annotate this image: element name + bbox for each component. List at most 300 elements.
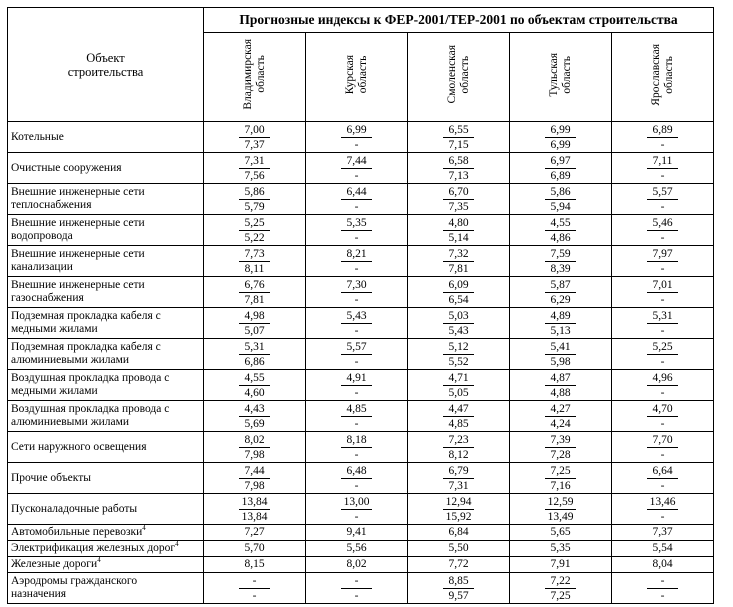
value-cell	[510, 525, 612, 541]
index-value-bottom: 6,86	[244, 355, 265, 368]
value-cell	[510, 122, 612, 153]
row-name-cell	[8, 184, 204, 215]
index-value-top: 7,01	[647, 278, 678, 293]
index-value-bottom: -	[660, 138, 665, 151]
table-body	[8, 122, 714, 604]
row-name: Сети наружного освещения	[11, 440, 147, 453]
index-value-top: 4,89	[545, 309, 576, 324]
value-cell	[612, 432, 714, 463]
index-value-bottom: 5,14	[448, 231, 469, 244]
index-value-bottom: -	[660, 200, 665, 213]
index-value-bottom: 8,11	[244, 262, 265, 275]
index-value-bottom: -	[660, 479, 665, 492]
index-fraction	[612, 402, 713, 431]
row-name-cell	[8, 339, 204, 370]
value-cell	[306, 122, 408, 153]
value-cell	[612, 246, 714, 277]
row-name-cell	[8, 494, 204, 525]
index-value-top: 4,96	[647, 371, 678, 386]
index-fraction	[510, 185, 611, 214]
value-cell	[612, 277, 714, 308]
index-value-top: 4,91	[341, 371, 372, 386]
index-fraction	[306, 185, 407, 214]
index-value-bottom: -	[354, 448, 359, 461]
region-label: Владимирская область	[241, 39, 267, 110]
value-cell	[612, 525, 714, 541]
value-cell	[204, 215, 306, 246]
value-cell	[306, 215, 408, 246]
index-value-top: 7,00	[239, 123, 270, 138]
object-column-header	[8, 8, 204, 122]
index-fraction	[408, 574, 509, 603]
index-value-top: 7,44	[239, 464, 270, 479]
index-value: 5,35	[550, 542, 571, 554]
row-name-cell	[8, 401, 204, 432]
value-cell	[306, 525, 408, 541]
row-name: Прочие объекты	[11, 471, 91, 484]
index-value-top: 7,31	[239, 154, 270, 169]
index-fraction	[510, 309, 611, 338]
index-value-bottom: 5,05	[448, 386, 469, 399]
index-value-bottom: 5,94	[550, 200, 571, 213]
value-cell	[408, 277, 510, 308]
object-column-label: Объект строительства	[67, 50, 144, 79]
index-value-bottom: -	[660, 169, 665, 182]
index-value-top: 5,57	[341, 340, 372, 355]
index-value-bottom: 5,22	[244, 231, 265, 244]
index-value-top: 5,43	[341, 309, 372, 324]
row-name: Железные дороги	[11, 558, 98, 570]
index-value-top: 4,70	[647, 402, 678, 417]
value-cell	[408, 541, 510, 557]
row-name: Пусконаладочные работы	[11, 502, 138, 515]
index-value-bottom: 6,99	[550, 138, 571, 151]
value-cell	[306, 463, 408, 494]
index-value-bottom: -	[660, 386, 665, 399]
row-name: Воздушная прокладка провода с медными жилами	[11, 372, 170, 397]
index-value: 5,56	[346, 542, 367, 554]
row-name: Внешние инженерные сети канализации	[11, 248, 145, 273]
index-value-top: 13,46	[647, 495, 678, 510]
index-value-top: 5,12	[443, 340, 474, 355]
index-fraction	[510, 247, 611, 276]
index-value-top: 5,86	[545, 185, 576, 200]
row-name-cell	[8, 525, 204, 541]
index-value-bottom: 15,92	[445, 510, 472, 523]
table-row	[8, 153, 714, 184]
index-value-bottom: -	[354, 417, 359, 430]
region-header-vladimir	[204, 33, 306, 122]
index-value-bottom: -	[354, 479, 359, 492]
index-value-bottom: 7,35	[448, 200, 469, 213]
index-value-bottom: 9,57	[448, 589, 469, 602]
value-cell	[408, 557, 510, 573]
value-cell	[408, 573, 510, 604]
index-fraction	[612, 464, 713, 493]
index-value-bottom: 5,98	[550, 355, 571, 368]
index-fraction	[306, 495, 407, 524]
row-name-cell	[8, 153, 204, 184]
index-value-top: 7,59	[545, 247, 576, 262]
value-cell	[408, 525, 510, 541]
index-value-top: 8,18	[341, 433, 372, 448]
row-name-cell	[8, 215, 204, 246]
value-cell	[612, 573, 714, 604]
index-value-bottom: -	[354, 200, 359, 213]
index-fraction	[306, 123, 407, 152]
index-fraction	[408, 123, 509, 152]
index-value: 7,37	[652, 526, 673, 538]
index-value-top: 7,32	[443, 247, 474, 262]
forecast-index-table	[7, 7, 714, 604]
index-value: 7,72	[448, 558, 469, 570]
index-value-bottom: 4,24	[550, 417, 571, 430]
value-cell	[306, 494, 408, 525]
value-cell	[204, 122, 306, 153]
index-fraction	[306, 216, 407, 245]
index-fraction	[612, 340, 713, 369]
index-value-bottom: -	[660, 417, 665, 430]
index-value: 8,04	[652, 558, 673, 570]
index-fraction	[612, 433, 713, 462]
index-value-top: 5,03	[443, 309, 474, 324]
index-fraction	[204, 309, 305, 338]
index-value: 7,27	[244, 526, 265, 538]
index-value-bottom: 4,85	[448, 417, 469, 430]
value-cell	[306, 557, 408, 573]
index-fraction	[408, 433, 509, 462]
index-value-top: 4,47	[443, 402, 474, 417]
index-value-bottom: 6,89	[550, 169, 571, 182]
index-fraction	[510, 464, 611, 493]
row-name: Очистные сооружения	[11, 161, 122, 174]
index-value-top: -	[239, 574, 270, 589]
index-value-top: 7,39	[545, 433, 576, 448]
index-fraction	[204, 123, 305, 152]
region-header-kursk	[306, 33, 408, 122]
index-value-bottom: -	[660, 262, 665, 275]
index-value-top: 6,99	[545, 123, 576, 138]
value-cell	[510, 432, 612, 463]
index-value-top: 6,09	[443, 278, 474, 293]
index-value: 5,50	[448, 542, 469, 554]
index-fraction	[306, 433, 407, 462]
row-name: Внешние инженерные сети водопровода	[11, 217, 145, 242]
index-value: 5,65	[550, 526, 571, 538]
index-fraction	[510, 340, 611, 369]
index-value-bottom: 7,13	[448, 169, 469, 182]
value-cell	[510, 153, 612, 184]
index-value-top: 6,97	[545, 154, 576, 169]
index-fraction	[612, 495, 713, 524]
table-row	[8, 277, 714, 308]
value-cell	[204, 557, 306, 573]
index-value-top: 4,43	[239, 402, 270, 417]
index-value-top: 7,97	[647, 247, 678, 262]
index-fraction	[204, 185, 305, 214]
index-value-top: 6,79	[443, 464, 474, 479]
index-value-top: 5,31	[239, 340, 270, 355]
value-cell	[612, 370, 714, 401]
value-cell	[306, 184, 408, 215]
index-value-bottom: -	[660, 355, 665, 368]
index-fraction	[408, 371, 509, 400]
value-cell	[306, 573, 408, 604]
value-cell	[612, 184, 714, 215]
index-fraction	[408, 402, 509, 431]
value-cell	[510, 215, 612, 246]
footnote-marker: 4	[175, 540, 179, 549]
index-value-top: 4,27	[545, 402, 576, 417]
row-name-cell	[8, 246, 204, 277]
value-cell	[510, 401, 612, 432]
region-label: Ярославская область	[649, 43, 675, 106]
index-value-bottom: 4,60	[244, 386, 265, 399]
index-fraction	[510, 402, 611, 431]
index-value-top: 5,25	[647, 340, 678, 355]
index-value-bottom: 5,79	[244, 200, 265, 213]
index-value-bottom: 5,43	[448, 324, 469, 337]
index-value-bottom: 13,49	[547, 510, 574, 523]
row-name-cell	[8, 541, 204, 557]
index-fraction	[204, 495, 305, 524]
index-fraction	[408, 495, 509, 524]
index-value-top: 5,25	[239, 216, 270, 231]
index-fraction	[612, 216, 713, 245]
index-fraction	[204, 574, 305, 603]
index-fraction	[612, 154, 713, 183]
value-cell	[510, 463, 612, 494]
value-cell	[306, 308, 408, 339]
value-cell	[612, 557, 714, 573]
index-value-top: -	[647, 574, 678, 589]
index-fraction	[204, 247, 305, 276]
index-value-bottom: -	[354, 231, 359, 244]
value-cell	[408, 463, 510, 494]
row-name-cell	[8, 557, 204, 573]
index-value-bottom: 6,29	[550, 293, 571, 306]
index-value: 5,54	[652, 542, 673, 554]
index-value-bottom: 6,54	[448, 293, 469, 306]
index-value-top: 6,44	[341, 185, 372, 200]
index-value-top: 7,23	[443, 433, 474, 448]
index-fraction	[306, 402, 407, 431]
table-row	[8, 122, 714, 153]
row-name: Внешние инженерные сети теплоснабжения	[11, 186, 145, 211]
value-cell	[306, 401, 408, 432]
index-value-bottom: -	[660, 293, 665, 306]
value-cell	[612, 215, 714, 246]
index-value-bottom: 7,25	[550, 589, 571, 602]
index-fraction	[408, 309, 509, 338]
index-fraction	[510, 433, 611, 462]
index-value-top: 5,41	[545, 340, 576, 355]
region-header-smolensk	[408, 33, 510, 122]
value-cell	[408, 215, 510, 246]
region-label: Смоленская область	[445, 45, 471, 104]
index-value-top: 4,87	[545, 371, 576, 386]
index-value-top: 4,55	[239, 371, 270, 386]
index-value-bottom: 7,37	[244, 138, 265, 151]
index-value-bottom: 7,81	[244, 293, 265, 306]
row-name: Автомобильные перевозки	[11, 526, 143, 538]
value-cell	[204, 463, 306, 494]
index-value-bottom: -	[660, 231, 665, 244]
index-fraction	[204, 402, 305, 431]
index-fraction	[510, 574, 611, 603]
index-fraction	[306, 309, 407, 338]
index-value-bottom: 7,98	[244, 479, 265, 492]
row-name: Внешние инженерные сети газоснабжения	[11, 279, 145, 304]
value-cell	[204, 525, 306, 541]
value-cell	[204, 432, 306, 463]
index-fraction	[408, 216, 509, 245]
row-name: Аэродромы гражданского назначения	[11, 575, 138, 600]
index-value-top: 4,98	[239, 309, 270, 324]
value-cell	[612, 494, 714, 525]
row-name-cell	[8, 308, 204, 339]
value-cell	[510, 557, 612, 573]
index-value-top: 4,85	[341, 402, 372, 417]
index-value-bottom: 13,84	[241, 510, 268, 523]
value-cell	[306, 432, 408, 463]
index-value-bottom: 5,07	[244, 324, 265, 337]
table-row	[8, 246, 714, 277]
row-name: Воздушная прокладка провода с алюминиевыми жилами	[11, 403, 170, 428]
index-value-bottom: 5,69	[244, 417, 265, 430]
index-value-bottom: -	[354, 293, 359, 306]
index-value-top: 6,64	[647, 464, 678, 479]
index-fraction	[204, 216, 305, 245]
value-cell	[510, 370, 612, 401]
index-value: 9,41	[346, 526, 367, 538]
index-fraction	[612, 371, 713, 400]
table-title	[204, 8, 714, 33]
footnote-marker: 4	[97, 556, 101, 565]
index-value-bottom: 8,39	[550, 262, 571, 275]
index-fraction	[306, 278, 407, 307]
index-value-top: 7,44	[341, 154, 372, 169]
index-value-top: 12,94	[443, 495, 474, 510]
index-value-top: 8,02	[239, 433, 270, 448]
value-cell	[510, 277, 612, 308]
value-cell	[306, 339, 408, 370]
table-row	[8, 308, 714, 339]
index-value-top: 7,11	[647, 154, 678, 169]
index-fraction	[510, 371, 611, 400]
row-name: Подземная прокладка кабеля с медными жилами	[11, 310, 161, 335]
index-table-document	[7, 7, 714, 604]
value-cell	[510, 339, 612, 370]
table-row	[8, 432, 714, 463]
index-value-bottom: 7,98	[244, 448, 265, 461]
index-fraction	[612, 574, 713, 603]
table-title-text: Прогнозные индексы к ФЕР-2001/ТЕР-2001 по объектам строительства	[239, 12, 678, 27]
index-value-top: 7,22	[545, 574, 576, 589]
index-value-top: 6,70	[443, 185, 474, 200]
row-name: Подземная прокладка кабеля с алюминиевыми жилами	[11, 341, 161, 366]
index-value-top: 13,84	[239, 495, 270, 510]
footnote-marker: 4	[142, 524, 146, 533]
index-fraction	[204, 371, 305, 400]
index-fraction	[408, 464, 509, 493]
value-cell	[204, 153, 306, 184]
value-cell	[510, 308, 612, 339]
value-cell	[408, 246, 510, 277]
index-value-bottom: -	[354, 169, 359, 182]
index-value-bottom: 7,28	[550, 448, 571, 461]
region-header-yaroslavl	[612, 33, 714, 122]
value-cell	[408, 339, 510, 370]
region-header-tula	[510, 33, 612, 122]
index-fraction	[612, 247, 713, 276]
table-row	[8, 215, 714, 246]
value-cell	[306, 541, 408, 557]
index-value-top: 6,89	[647, 123, 678, 138]
index-fraction	[306, 154, 407, 183]
value-cell	[612, 541, 714, 557]
table-row	[8, 463, 714, 494]
row-name-cell	[8, 370, 204, 401]
value-cell	[204, 494, 306, 525]
value-cell	[306, 370, 408, 401]
value-cell	[204, 339, 306, 370]
index-fraction	[612, 309, 713, 338]
index-fraction	[408, 154, 509, 183]
index-value: 8,15	[244, 558, 265, 570]
index-fraction	[510, 123, 611, 152]
value-cell	[612, 308, 714, 339]
index-value-bottom: -	[252, 589, 257, 602]
index-fraction	[612, 278, 713, 307]
value-cell	[204, 184, 306, 215]
index-value-bottom: 7,81	[448, 262, 469, 275]
index-value-top: 5,86	[239, 185, 270, 200]
index-fraction	[510, 495, 611, 524]
index-value-bottom: 7,16	[550, 479, 571, 492]
index-fraction	[408, 340, 509, 369]
value-cell	[612, 463, 714, 494]
value-cell	[510, 184, 612, 215]
index-fraction	[612, 185, 713, 214]
index-fraction	[306, 247, 407, 276]
index-fraction	[204, 278, 305, 307]
table-row	[8, 541, 714, 557]
index-value-top: 5,46	[647, 216, 678, 231]
index-value: 8,02	[346, 558, 367, 570]
index-value-top: 5,87	[545, 278, 576, 293]
value-cell	[204, 573, 306, 604]
value-cell	[204, 308, 306, 339]
row-name-cell	[8, 122, 204, 153]
table-row	[8, 573, 714, 604]
row-name-cell	[8, 573, 204, 604]
value-cell	[204, 246, 306, 277]
value-cell	[408, 308, 510, 339]
value-cell	[408, 370, 510, 401]
index-fraction	[306, 340, 407, 369]
region-label: Тульская область	[547, 52, 573, 97]
index-value-top: 5,35	[341, 216, 372, 231]
index-fraction	[510, 278, 611, 307]
index-value-bottom: 7,56	[244, 169, 265, 182]
index-value-top: 12,59	[545, 495, 576, 510]
index-value-top: 6,99	[341, 123, 372, 138]
table-row	[8, 494, 714, 525]
index-value-bottom: 4,88	[550, 386, 571, 399]
table-row	[8, 184, 714, 215]
index-value-bottom: 5,13	[550, 324, 571, 337]
